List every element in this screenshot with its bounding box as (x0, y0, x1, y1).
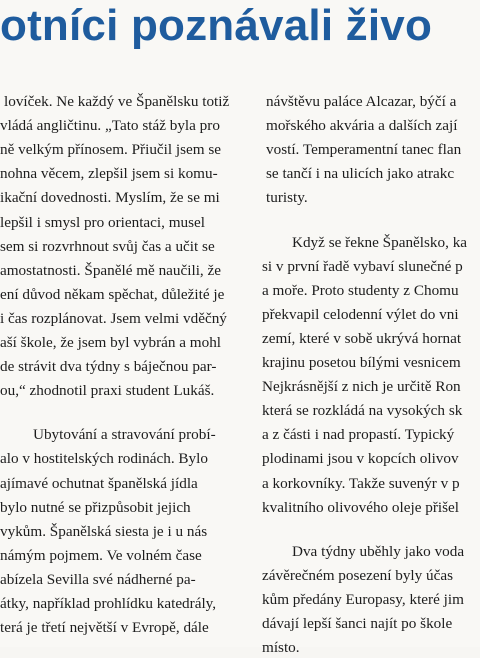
text-line: ou,“ zhodnotil praxi student Lukáš. (0, 382, 215, 400)
text-line: návštěvu paláce Alcazar, býčí a (266, 93, 457, 110)
text-line: ikační dovednosti. Myslím, že se mi (0, 189, 220, 207)
text-line: námým pojmem. Ve volném čase (0, 546, 202, 564)
text-line: amostatnosti. Španělé mě naučili, že (0, 261, 221, 279)
text-line: aší škole, že jsem byl vybrán a mohl (0, 334, 222, 351)
text-line: Dva týdny uběhly jako voda (292, 542, 465, 560)
text-line: alo v hostitelských rodinách. Bylo (0, 450, 208, 468)
text-line: vostí. Temperamentní tanec flan (266, 141, 462, 159)
text-line: vykům. Španělská siesta je i u nás (0, 522, 208, 540)
text-line: která se rozkládá na vysokých sk (262, 402, 463, 420)
text-line: abízela Sevilla své nádherné pa- (0, 570, 196, 588)
text-line: a korkovníky. Takže suvenýr v p (262, 474, 460, 492)
text-line: de strávit dva týdny s báječnou par- (0, 358, 217, 376)
text-line: kům předány Europasy, které jim (262, 590, 464, 608)
text-line: vládá angličtinu. „Tato stáž byla pro (0, 117, 220, 135)
text-line: nohna věcem, zlepšil jsem si komu- (0, 165, 218, 183)
text-line: Ubytování a stravování probí- (33, 426, 216, 444)
text-line: terá je třetí největší v Evropě, dále (0, 619, 209, 637)
text-line: turisty. (266, 189, 308, 207)
text-line: bylo nutné se přizpůsobit jejich (0, 498, 191, 516)
text-line: překvapil celodenní výlet do vni (262, 305, 459, 323)
text-line: Když se řekne Španělsko, ka (292, 233, 468, 251)
text-line: ení důvod někam spěchat, důležité je (0, 285, 225, 303)
text-line: lovíček. Ne každý ve Španělsku totiž (4, 93, 230, 110)
text-line: krajinu posetou bílými vesnicem (262, 354, 461, 371)
text-line: lepšil i smysl pro orientaci, musel (0, 213, 206, 231)
text-line: a moře. Proto studenty z Chomu (262, 281, 459, 299)
text-line: a z části i nad propastí. Typický (262, 426, 455, 444)
text-line: plodinami jsou v kopcích olivov (262, 450, 459, 468)
text-line: ně velkým přínosem. Přiučil jsem se (0, 141, 222, 159)
text-line: i čas rozplánovat. Jsem velmi vděčný (0, 309, 227, 327)
article-headline: otníci poznávali živo (0, 1, 433, 50)
text-line: mořského akvária a dalších zají (266, 117, 458, 135)
text-line: místo. (262, 639, 300, 657)
text-line: kvalitního olivového oleje přišel (262, 498, 459, 516)
text-line: dávají lepší šanci najít po škole (262, 615, 453, 632)
text-line: sem si rozvrhnout svůj čas a učit se (0, 237, 215, 255)
text-line: se tančí i na ulicích jako atrakc (266, 165, 455, 183)
text-line: Nejkrásnější z nich je určitě Ron (262, 378, 461, 396)
text-line: si v první řadě vybaví slunečné p (262, 257, 463, 275)
text-line: závěrečném posezení byly účas (262, 566, 454, 584)
text-line: zemí, které v sobě ukrývá hornat (262, 329, 462, 347)
text-line: ajímavé ochutnat španělská jídla (0, 474, 198, 492)
text-line: átky, například prohlídku katedrály, (0, 595, 217, 612)
